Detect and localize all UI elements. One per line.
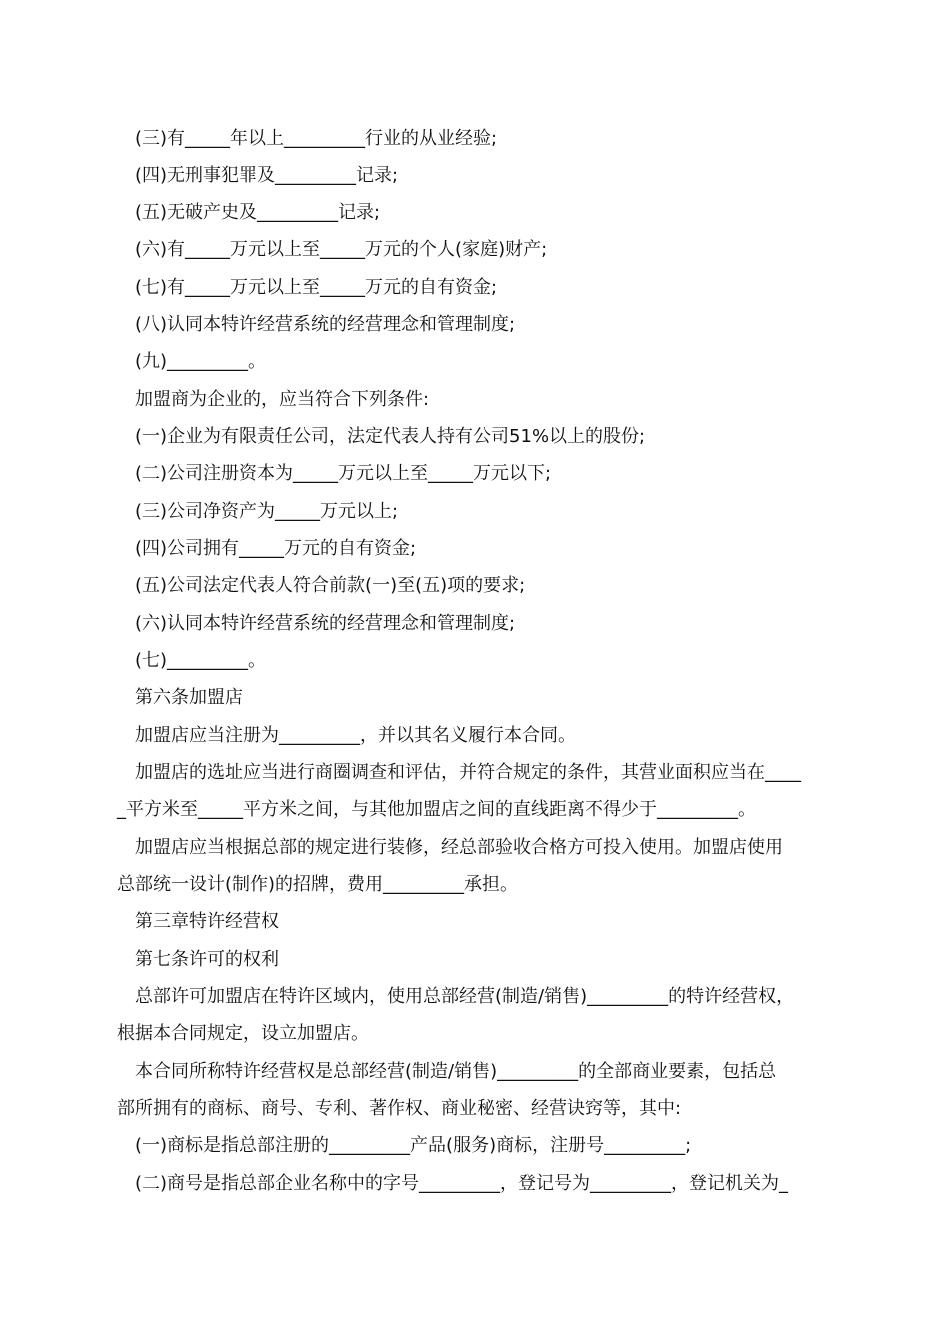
- text-line: (二)公司注册资本为_____万元以上至_____万元以下;: [135, 463, 552, 484]
- text-line: (一)商标是指总部注册的_________产品(服务)商标，注册号_________;: [135, 1135, 692, 1156]
- text-line: (五)公司法定代表人符合前款(一)至(五)项的要求;: [135, 575, 526, 596]
- text-line: (三)有_____年以上_________行业的从业经验;: [135, 128, 498, 149]
- text-line: (六)认同本特许经营系统的经营理念和管理制度;: [135, 613, 516, 634]
- text-line: 根据本合同规定，设立加盟店。: [117, 1023, 369, 1044]
- text-line: 加盟店应当根据总部的规定进行装修，经总部验收合格方可投入使用。加盟店使用: [135, 837, 783, 858]
- text-line: 加盟商为企业的，应当符合下列条件:: [135, 389, 430, 410]
- section-heading: 第六条加盟店: [135, 687, 243, 708]
- text-line: 加盟店的选址应当进行商圈调查和评估，并符合规定的条件，其营业面积应当在____: [135, 762, 801, 783]
- text-line: (三)公司净资产为_____万元以上;: [135, 501, 399, 522]
- text-line: (九)_________。: [135, 351, 267, 372]
- text-line: (五)无破产史及_________记录;: [135, 202, 381, 223]
- text-line: 本合同所称特许经营权是总部经营(制造/销售)_________的全部商业要素，包括总: [135, 1061, 777, 1082]
- text-line: (七)_________。: [135, 650, 267, 671]
- text-line: (六)有_____万元以上至_____万元的个人(家庭)财产;: [135, 239, 548, 260]
- text-line: (八)认同本特许经营系统的经营理念和管理制度;: [135, 314, 516, 335]
- text-line: _平方米至_____平方米之间，与其他加盟店之间的直线距离不得少于_________。: [117, 799, 756, 820]
- text-line: (七)有_____万元以上至_____万元的自有资金;: [135, 277, 498, 298]
- text-line: (四)公司拥有_____万元的自有资金;: [135, 538, 417, 559]
- section-heading: 第七条许可的权利: [135, 949, 279, 970]
- text-line: (四)无刑事犯罪及_________记录;: [135, 165, 399, 186]
- text-line: (一)企业为有限责任公司，法定代表人持有公司51%以上的股份;: [135, 426, 646, 447]
- text-line: 总部许可加盟店在特许区域内，使用总部经营(制造/销售)_________的特许经营权，: [135, 986, 795, 1007]
- text-line: (二)商号是指总部企业名称中的字号_________，登记号为_________，登记机关为_: [135, 1173, 789, 1194]
- text-line: 部所拥有的商标、商号、专利、著作权、商业秘密、经营诀窍等，其中:: [117, 1098, 682, 1119]
- text-line: 总部统一设计(制作)的招牌，费用_________承担。: [117, 874, 519, 895]
- chapter-heading: 第三章特许经营权: [135, 911, 279, 932]
- text-line: 加盟店应当注册为_________，并以其名义履行本合同。: [135, 725, 576, 746]
